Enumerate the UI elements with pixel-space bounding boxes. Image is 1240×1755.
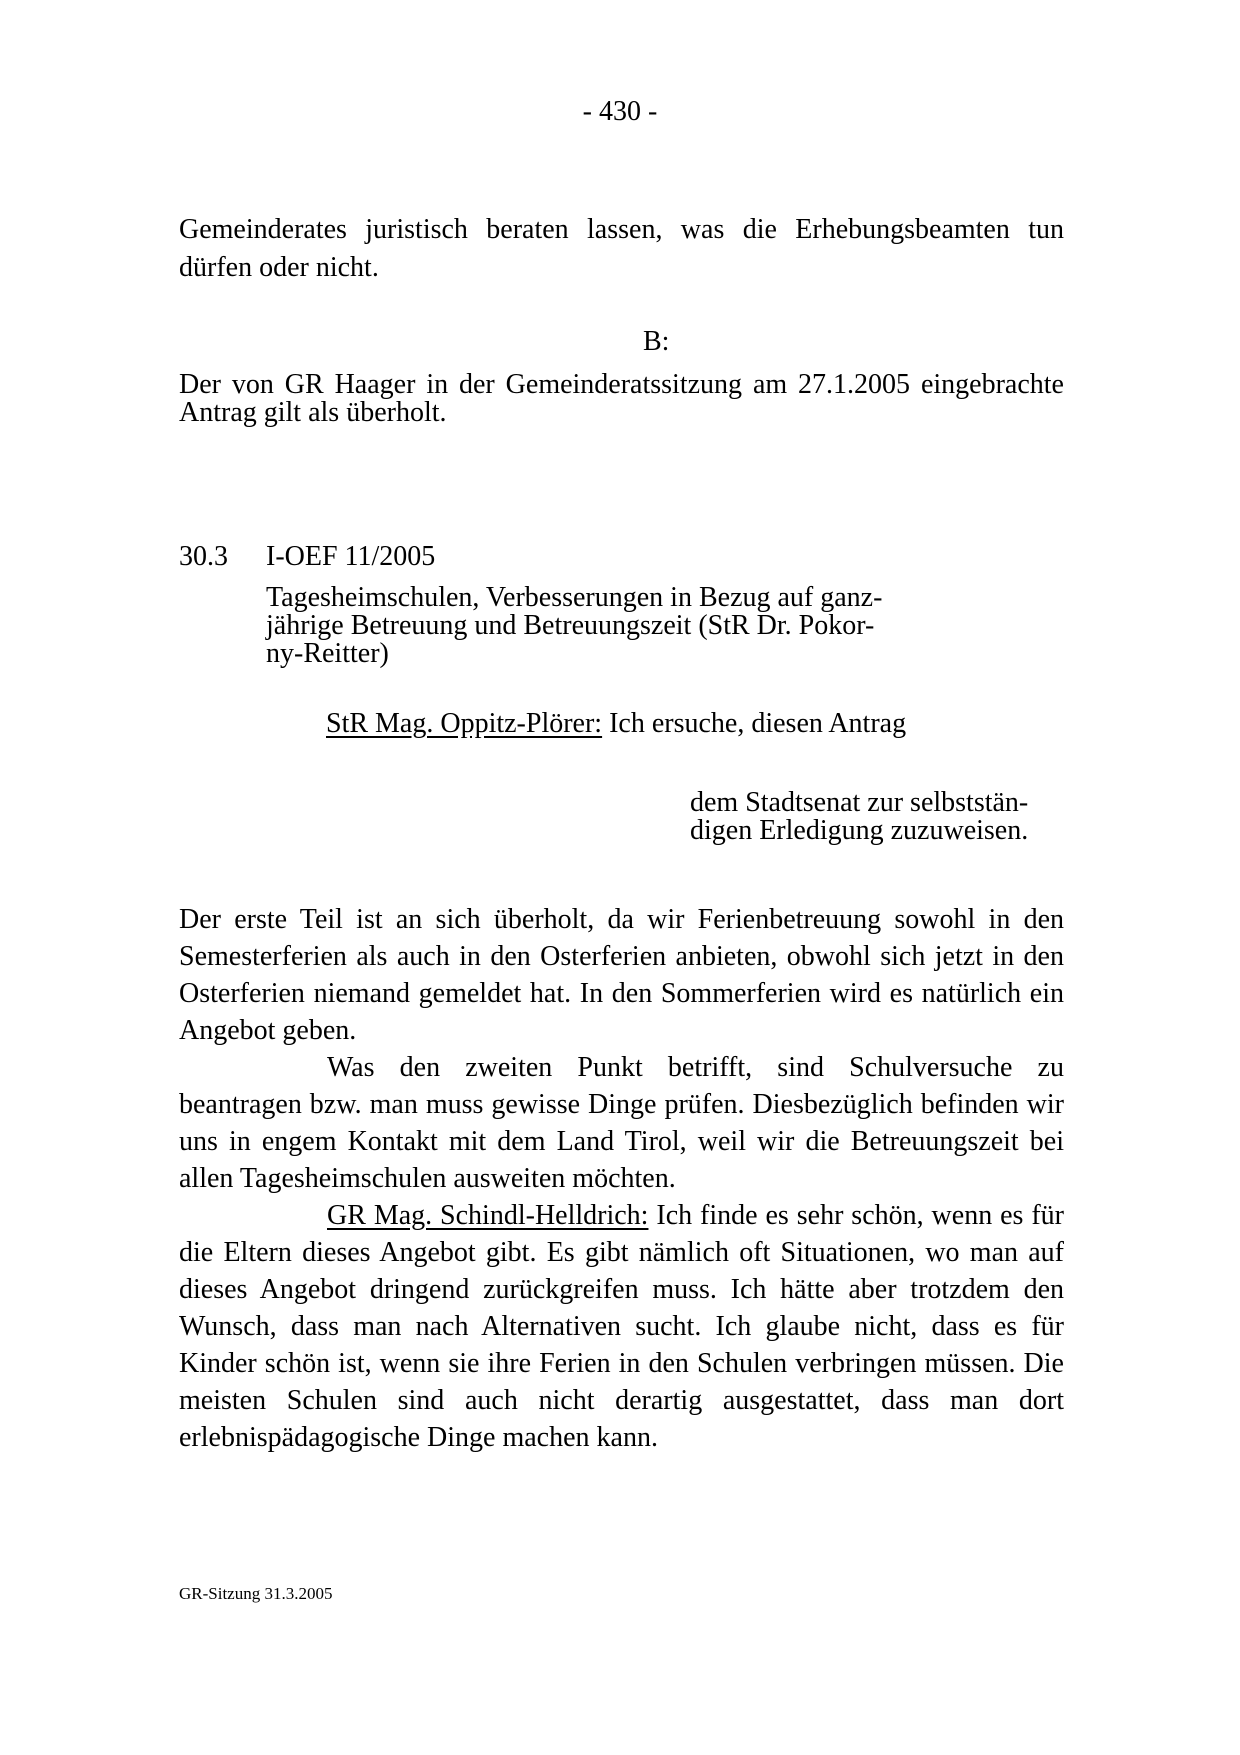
motion-conclusion-line: digen Erledigung zuzuweisen. (690, 815, 1029, 846)
motion-text: Ich ersuche, diesen Antrag (602, 708, 907, 739)
paragraph (179, 1197, 1064, 1456)
page-number: - 430 - (582, 96, 658, 127)
motion-statement (326, 707, 906, 741)
item-number: 30.3 (179, 541, 228, 572)
section-b-text: Der von GR Haager in der Gemeinderatssitzung am 27.1.2005 eingebrachte Antrag gilt als überholt. (179, 369, 1064, 428)
item-title (266, 584, 926, 668)
item-title-line: Tagesheimschulen, Verbesserungen in Bezug auf ganz- (266, 582, 883, 613)
item-reference: I-OEF 11/2005 (266, 541, 436, 572)
item-title-line: ny-Reitter) (266, 638, 389, 669)
speaker-name: GR Mag. Schindl-Helldrich: (327, 1200, 649, 1231)
paragraph: Der erste Teil ist an sich überholt, da wir Ferienbetreuung sowohl in den Semesterferien als auch in den Osterferien anbieten, obwohl sich jetzt in den Osterferien niemand gemeldet hat. In den Sommerferien wird es natürlich ein Angebot geben. (179, 904, 1064, 1046)
paragraph-text: Ich finde es sehr schön, wenn es für die Eltern dieses Angebot gibt. Es gibt nämlich oft Situationen, wo man auf dieses Angebot dringend zurückgreifen muss. Ich hätte aber trotzdem den Wunsch, dass man nach Alternativen sucht. Ich glaube nicht, dass es für Kinder schön ist, wenn sie ihre Ferien in den Schulen verbringen müssen. Die meisten Schulen sind auch nicht derartig ausgestattet, dass man dort erlebnispädagogische Dinge machen kann. (179, 1200, 1065, 1453)
speaker-name: StR Mag. Oppitz-Plörer: (326, 708, 603, 739)
motion-conclusion (690, 789, 1070, 845)
motion-conclusion-line: dem Stadtsenat zur selbststän- (690, 787, 1029, 818)
footer: GR-Sitzung 31.3.2005 (179, 1584, 333, 1603)
item-title-line: jährige Betreuung und Betreuungszeit (StR Dr. Pokor- (266, 610, 875, 641)
intro-paragraph: Gemeinderates juristisch beraten lassen, was die Erhebungsbeamten tun dürfen oder nicht. (179, 214, 1064, 283)
section-b-label: B: (643, 326, 670, 357)
paragraph: Was den zweiten Punkt betrifft, sind Schulversuche zu beantragen bzw. man muss gewisse Dinge prüfen. Diesbezüglich befinden wir uns in engem Kontakt mit dem Land Tirol, weil wir die Betreuungszeit bei allen Tagesheimschulen ausweiten möchten. (179, 1052, 1064, 1194)
